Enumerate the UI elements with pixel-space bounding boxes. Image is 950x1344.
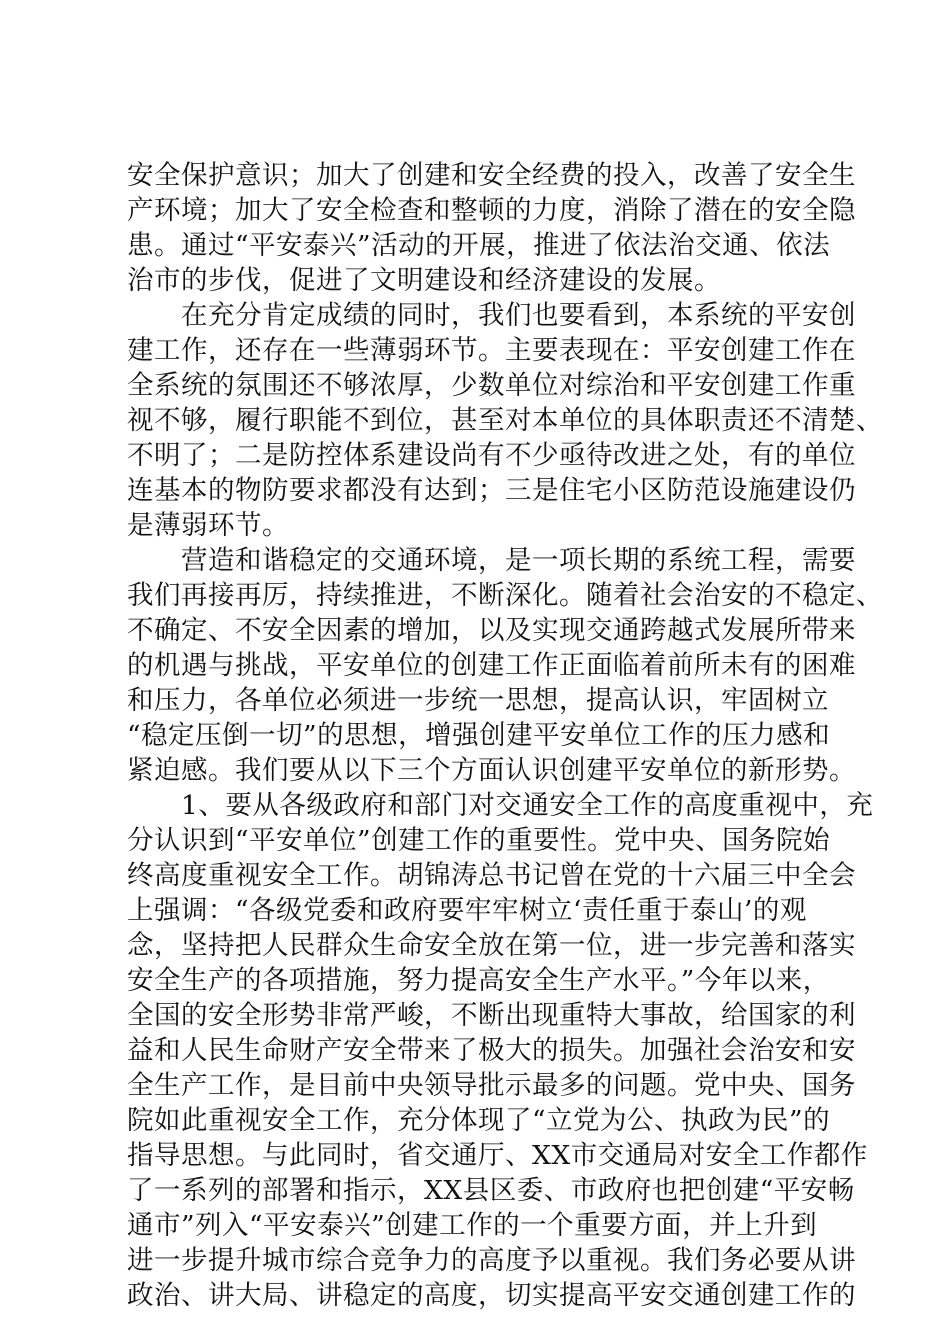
body-text-line: 念，坚持把人民群众生命安全放在第一位，进一步完善和落实 <box>127 930 856 961</box>
body-text-line: 益和人民生命财产安全带来了极大的损失。加强社会治安和安 <box>127 1035 856 1066</box>
body-text-line: 在充分肯定成绩的同时，我们也要看到，本系统的平安创 <box>127 300 856 331</box>
body-text-line: 院如此重视安全工作，充分体现了“立党为公、执政为民”的 <box>127 1105 831 1136</box>
body-text-line: 我们再接再厉，持续推进，不断深化。随着社会治安的不稳定、 <box>127 580 883 611</box>
body-text-line: 连基本的物防要求都没有达到；三是住宅小区防范设施建设仍 <box>127 475 856 506</box>
body-text-line: 终高度重视安全工作。胡锦涛总书记曾在党的十六届三中全会 <box>127 860 856 891</box>
body-text-line: 指导思想。与此同时，省交通厅、XX市交通局对安全工作都作 <box>127 1140 868 1171</box>
body-text-line: 通市”列入“平安泰兴”创建工作的一个重要方面，并上升到 <box>127 1210 818 1241</box>
body-text-line: 患。通过“平安泰兴”活动的开展，推进了依法治交通、依法 <box>127 230 831 261</box>
body-text-line: 是薄弱环节。 <box>127 510 289 541</box>
body-text-line: 全系统的氛围还不够浓厚，少数单位对综治和平安创建工作重 <box>127 370 856 401</box>
body-text-line: 和压力，各单位必须进一步统一思想，提高认识，牢固树立 <box>127 685 829 716</box>
body-text-line: 政治、讲大局、讲稳定的高度，切实提高平安交通创建工作的 <box>127 1280 856 1311</box>
body-text-line: 分认识到“平安单位”创建工作的重要性。党中央、国务院始 <box>127 825 831 856</box>
body-text-line: 进一步提升城市综合竞争力的高度予以重视。我们务必要从讲 <box>127 1245 856 1276</box>
body-text-line: 安全生产的各项措施，努力提高安全生产水平。”今年以来， <box>127 965 830 996</box>
body-text-line: 产环境；加大了安全检查和整顿的力度，消除了潜在的安全隐 <box>127 195 856 226</box>
body-text-line: 视不够，履行职能不到位，甚至对本单位的具体职责还不清楚、 <box>127 405 883 436</box>
body-text-line: 治市的步伐，促进了文明建设和经济建设的发展。 <box>127 265 721 296</box>
body-text-line: 全国的安全形势非常严峻，不断出现重特大事故，给国家的利 <box>127 1000 856 1031</box>
body-text-line: 上强调：“各级党委和政府要牢牢树立‘责任重于泰山’的观 <box>127 895 807 926</box>
body-text-line: 了一系列的部署和指示，XX县区委、市政府也把创建“平安畅 <box>127 1175 855 1206</box>
body-text-line: 安全保护意识；加大了创建和安全经费的投入，改善了安全生 <box>127 160 856 191</box>
body-text-line: 不明了；二是防控体系建设尚有不少亟待改进之处，有的单位 <box>127 440 856 471</box>
body-text-line: 1、要从各级政府和部门对交通安全工作的高度重视中，充 <box>127 790 874 821</box>
body-text-line: 建工作，还存在一些薄弱环节。主要表现在：平安创建工作在 <box>127 335 856 366</box>
body-text-line: 紧迫感。我们要从以下三个方面认识创建平安单位的新形势。 <box>127 755 856 786</box>
body-text-line: 全生产工作，是目前中央领导批示最多的问题。党中央、国务 <box>127 1070 856 1101</box>
body-text-line: 不确定、不安全因素的增加，以及实现交通跨越式发展所带来 <box>127 615 856 646</box>
body-text-line: 营造和谐稳定的交通环境，是一项长期的系统工程，需要 <box>127 545 856 576</box>
body-text-line: “稳定压倒一切”的思想，增强创建平安单位工作的压力感和 <box>127 720 831 751</box>
body-text-line: 的机遇与挑战，平安单位的创建工作正面临着前所未有的困难 <box>127 650 856 681</box>
